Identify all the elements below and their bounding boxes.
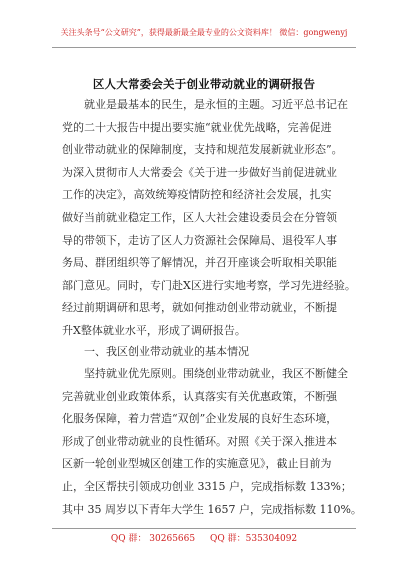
paragraph-line: 区新一轮创业型城区创建工作的实施意见》，截止目前为 [62,457,332,471]
paragraph-line: 就业是最基本的民生，是永恒的主题。习近平总书记在 [84,98,348,111]
footer-qq-group-2: QQ 群：535304092 [210,534,298,544]
paragraph-line: 为深入贯彻市人大常委会《关于进一步做好当前促进就业 [62,165,337,179]
paragraph-line: 创业带动就业的保障制度，支持和规范发展新就业形态”。 [62,143,343,157]
footer-divider [52,528,356,529]
paragraph-line: 工作的决定》，高效统筹疫情防控和经济社会发展，扎实 [62,188,332,202]
paragraph-intro [62,94,356,343]
document-title: 区人大常委会关于创业带动就业的调研报告 [92,77,316,91]
paragraph-line: 止，全区帮扶引领成功创业 3315 户，完成指标数 133%； [62,479,352,493]
paragraph-section1 [62,363,362,521]
paragraph-line: 完善就业创业政策体系，认真落实有关优惠政策，不断强 [62,389,337,403]
paragraph-line: 坚持就业优先原则。围绕创业带动就业，我区不断健全 [84,367,348,380]
paragraph-line: 务局、群团组织等了解情况，并召开座谈会听取相关职能 [62,256,337,270]
paragraph-line: 部门意见。同时，专门赴X区进行实地考察，学习先进经验。 [62,278,356,292]
paragraph-line: 导的带领下，走访了区人力资源社会保障局、退役军人事 [62,233,337,247]
paragraph-line: 经过前期调研和思考，就如何推动创业带动就业，不断提 [62,301,337,315]
paragraph-line: 化服务保障，着力营造“双创”企业发展的良好生态环境， [62,412,338,426]
footer [0,533,408,545]
footer-qq-group-1: QQ 群： 30265665 [110,534,196,544]
paragraph-line: 党的二十大报告中提出要实施“就业优先战略，完善促进 [62,120,332,134]
paragraph-line: 其中 35 周岁以下青年大学生 1657 户，完成指标数 110%。 [62,502,362,516]
header-divider [52,47,356,48]
header-banner: 关注头条号“公文研究”，获得最新最全最专业的公文资料库！ 微信：gongwenyj [60,28,348,37]
paragraph-line: 形成了创业带动就业的良性循环。对照《关于深入推进本 [62,434,337,448]
paragraph-line: 升X整体就业水平，形成了调研报告。 [62,323,246,337]
section-heading: 一、我区创业带动就业的基本情况 [84,345,249,358]
paragraph-line: 做好当前就业稳定工作，区人大社会建设委员会在分管领 [62,210,337,224]
